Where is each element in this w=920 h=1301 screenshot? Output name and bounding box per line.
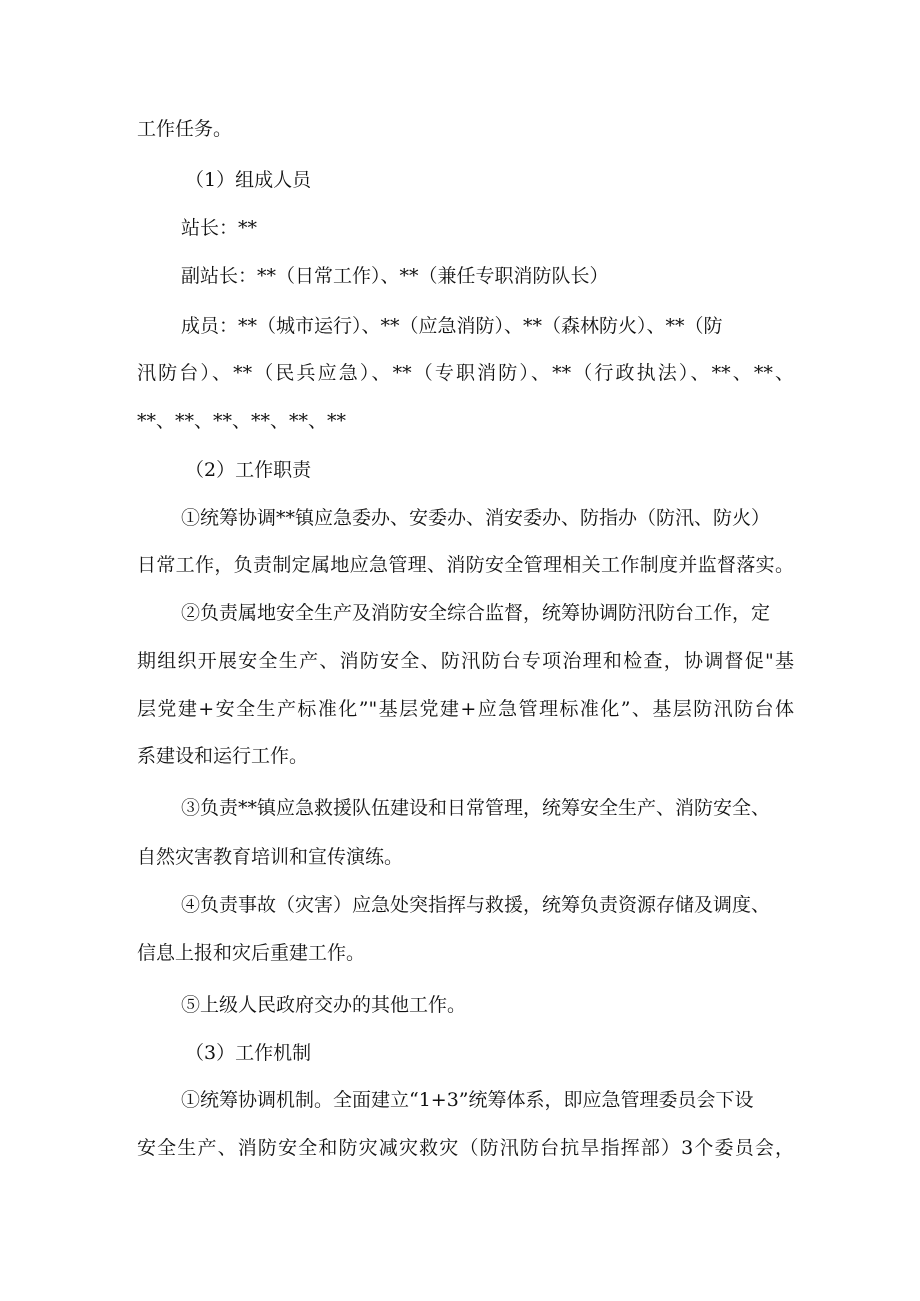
text-line-members-end: **、**、**、**、**、** <box>137 410 347 432</box>
text-line-members: 成员：**（城市运行）、**（应急消防）、**（森林防火）、**（防 <box>181 315 723 337</box>
text-line-duty-2-end: 系建设和运行工作。 <box>137 745 309 767</box>
text-line-members-cont: 汛防台）、**（民兵应急）、**（专职消防）、**（行政执法）、**、**、 <box>137 362 794 384</box>
text-line-duty-3: ③负责**镇应急救援队伍建设和日常管理，统筹安全生产、消防安全、 <box>181 797 771 819</box>
text-line-duty-1-cont: 日常工作，负责制定属地应急管理、消防安全管理相关工作制度并监督落实。 <box>137 554 794 576</box>
text-line-duty-2-cont-b: 层党建+安全生产标准化”"基层党建+应急管理标准化”、基层防汛防台体 <box>137 698 794 720</box>
text-line-station-chief: 站长：** <box>181 217 258 239</box>
text-line-mechanism-1-cont: 安全生产、消防安全和防灾减灾救灾（防汛防台抗旱指挥部）3个委员会， <box>137 1137 794 1159</box>
text-line-duty-4-end: 信息上报和灾后重建工作。 <box>137 942 366 964</box>
text-line-work-tasks: 工作任务。 <box>137 118 233 140</box>
text-line-duty-1: ①统筹协调**镇应急委办、安委办、消安委办、防指办（防汛、防火） <box>181 507 771 529</box>
text-line-deputy-chief: 副站长：**（日常工作）、**（兼任专职消防队长） <box>181 265 609 287</box>
section-heading-mechanism: （3）工作机制 <box>185 1042 312 1064</box>
section-heading-members: （1）组成人员 <box>185 169 312 191</box>
text-line-duty-4: ④负责事故（灾害）应急处突指挥与救援，统筹负责资源存储及调度、 <box>181 894 771 916</box>
text-line-duty-5: ⑤上级人民政府交办的其他工作。 <box>181 994 467 1016</box>
text-line-duty-2-cont-a: 期组织开展安全生产、消防安全、防汛防台专项治理和检查，协调督促"基 <box>137 650 794 672</box>
text-line-duty-2: ②负责属地安全生产及消防安全综合监督，统筹协调防汛防台工作，定 <box>181 602 771 624</box>
text-line-mechanism-1: ①统筹协调机制。全面建立“1+3”统筹体系，即应急管理委员会下设 <box>181 1089 754 1111</box>
text-line-duty-3-end: 自然灾害教育培训和宣传演练。 <box>137 846 404 868</box>
section-heading-duties: （2）工作职责 <box>185 459 312 481</box>
